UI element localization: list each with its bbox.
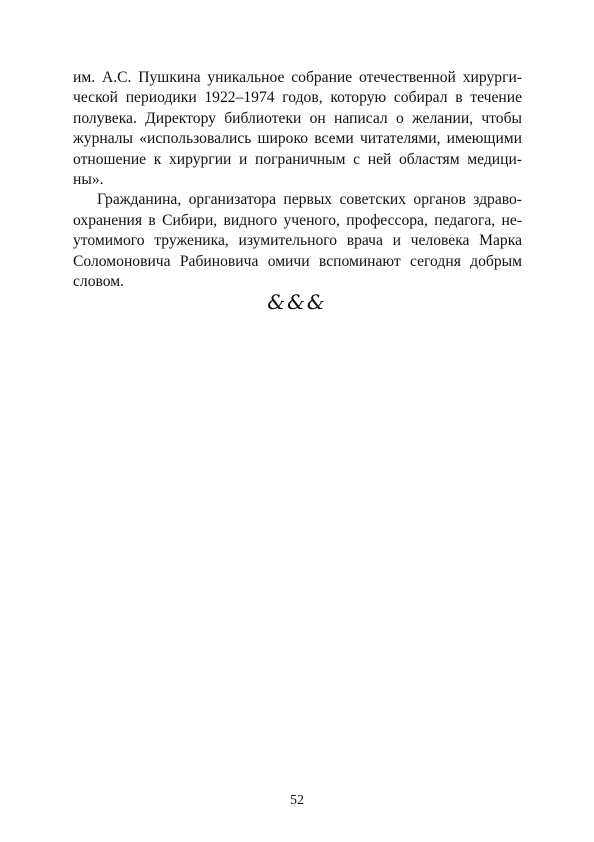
section-ornament: &&&: [267, 290, 327, 314]
paragraph-library-collection: [73, 68, 522, 190]
text-line: Соломоновича Рабиновича омичи вспоминают сегодня добрым: [73, 252, 522, 270]
text-line: полувека. Директору библиотеки он написал о желании, чтобы: [73, 109, 522, 127]
text-line: Гражданина, организатора первых советских органов здраво-: [97, 191, 522, 209]
text-line: охранения в Сибири, видного ученого, профессора, педагога, не-: [73, 211, 522, 229]
text-line: ны».: [73, 170, 104, 188]
paragraph-tribute: [73, 190, 522, 292]
body-text: [73, 68, 522, 292]
text-line: ческой периодики 1922–1974 годов, которую собирал в течение: [73, 89, 522, 107]
text-line: утомимого труженика, изумительного врача и человека Марка: [73, 232, 522, 250]
text-line: отношение к хирургии и пограничным с ней областям медици-: [73, 150, 522, 168]
text-line: журналы «использовались широко всеми читателями, имеющими: [73, 130, 522, 148]
page-number: 52: [290, 793, 304, 808]
text-line: словом.: [73, 272, 125, 290]
text-line: им. А.С. Пушкина уникальное собрание отечественной хирурги-: [73, 69, 522, 86]
